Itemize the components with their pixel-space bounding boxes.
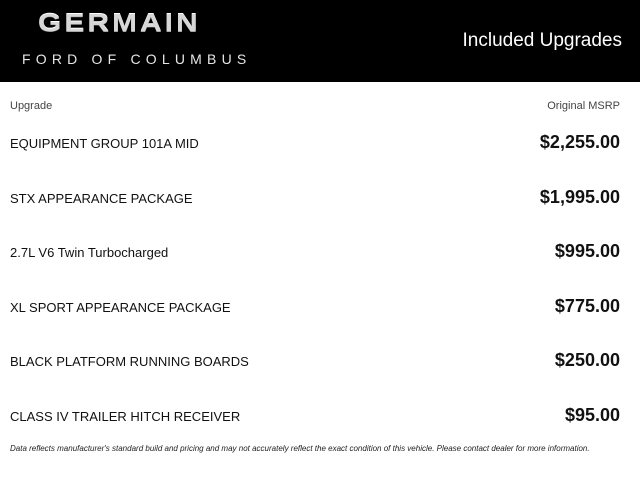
upgrade-name: EQUIPMENT GROUP 101A MID [10, 136, 199, 151]
upgrade-price: $1,995.00 [539, 186, 620, 207]
upgrade-name: 2.7L V6 Twin Turbocharged [10, 245, 169, 260]
upgrade-price: $775.00 [554, 295, 620, 316]
upgrade-name: STX APPEARANCE PACKAGE [10, 190, 193, 206]
column-header-msrp: Original MSRP [547, 100, 620, 112]
header-banner [0, 0, 640, 82]
page-title: Included Upgrades [462, 30, 622, 51]
logo-wordmark: GERMAIN [38, 10, 201, 38]
upgrade-name: BLACK PLATFORM RUNNING BOARDS [10, 354, 249, 369]
list-item [0, 332, 640, 387]
dealer-logo [22, 10, 282, 70]
list-item [0, 169, 640, 224]
upgrade-price: $250.00 [554, 350, 620, 370]
list-item [0, 223, 640, 278]
list-item [0, 114, 640, 169]
upgrade-name: XL SPORT APPEARANCE PACKAGE [10, 299, 231, 315]
column-header-upgrade: Upgrade [10, 100, 53, 112]
upgrades-list [0, 114, 640, 441]
upgrade-name: CLASS IV TRAILER HITCH RECEIVER [10, 408, 241, 424]
upgrade-price: $2,255.00 [539, 132, 620, 152]
logo-subtitle: FORD OF COLUMBUS [22, 51, 252, 67]
upgrade-price: $95.00 [564, 404, 620, 425]
upgrade-price: $995.00 [554, 241, 620, 261]
list-item [0, 387, 640, 442]
list-item [0, 278, 640, 333]
disclaimer-text: Data reflects manufacturer's standard build and pricing and may not accurately reflect the exact condition of this vehicle. Please contact dealer for more information. [10, 444, 590, 453]
